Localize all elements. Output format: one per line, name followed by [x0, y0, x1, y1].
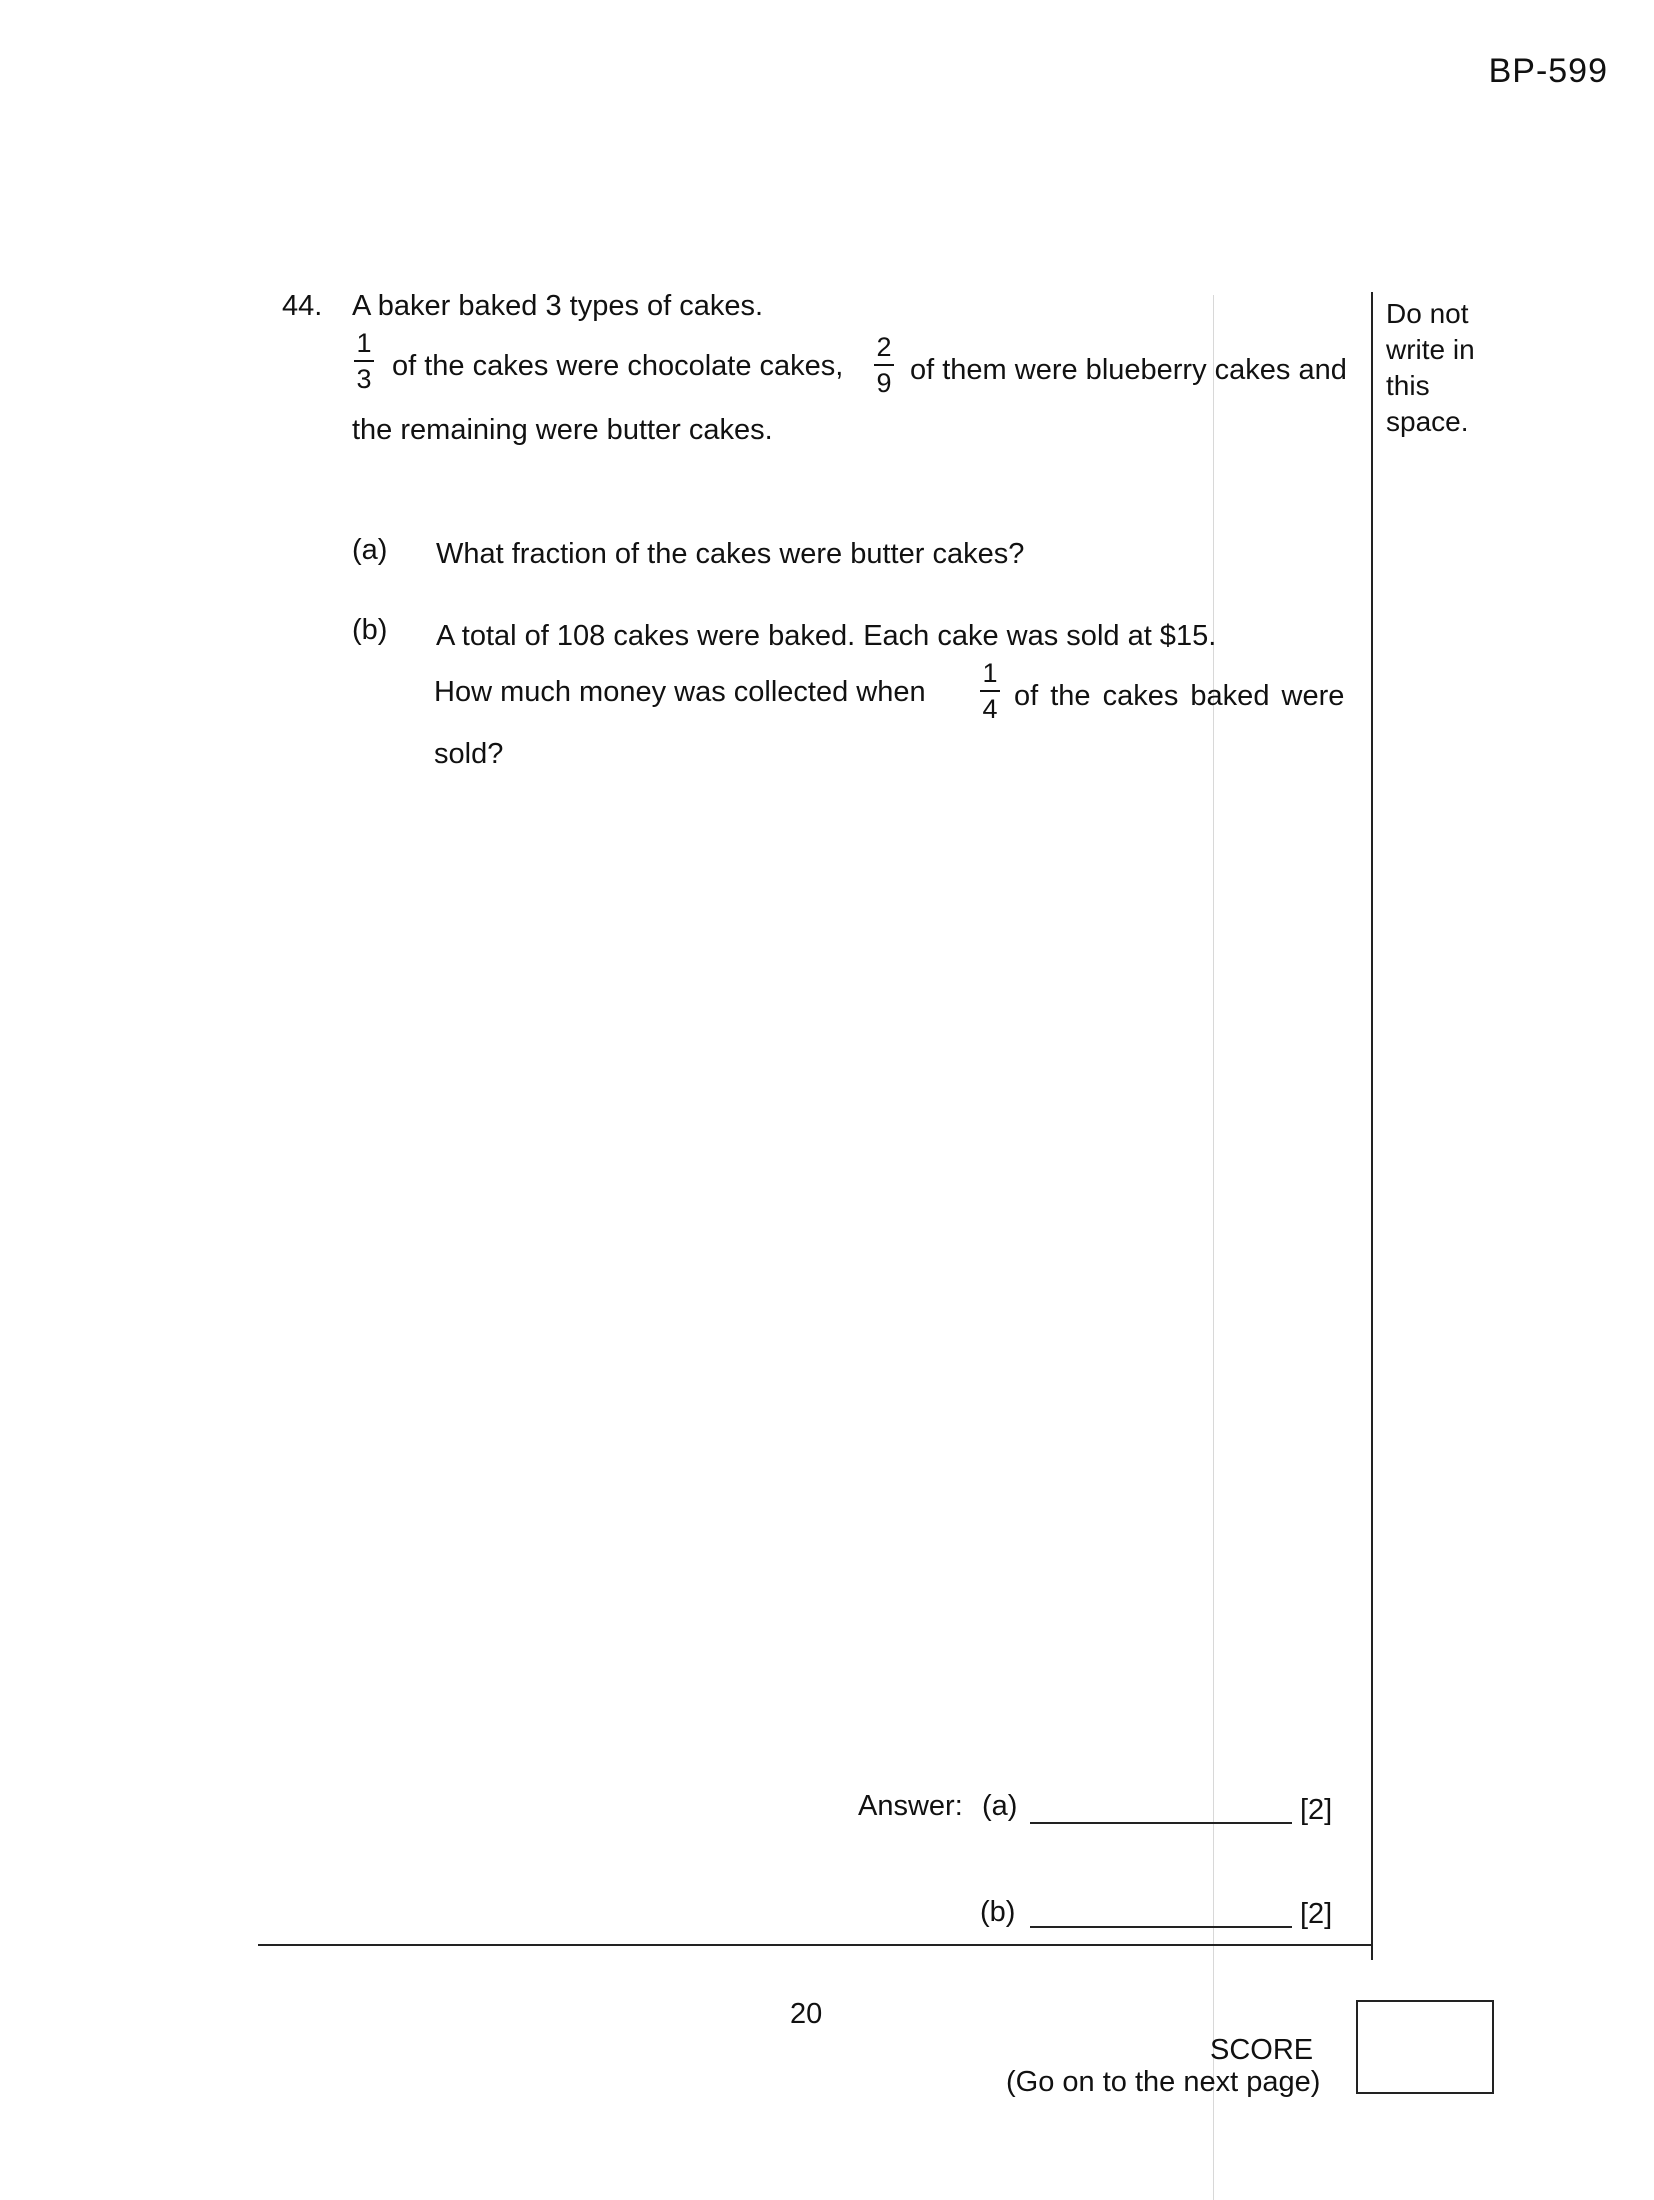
fraction-one-quarter: [980, 660, 1000, 723]
fraction-denominator: 9: [876, 368, 892, 398]
fraction-bar: [980, 690, 1000, 692]
answer-label: Answer:: [858, 1790, 963, 1822]
question-line2-part1: of the cakes were chocolate cakes,: [392, 350, 844, 382]
do-not-write-note: Do not write in this space.: [1386, 298, 1475, 437]
part-b-line2-part1: How much money was collected when: [434, 676, 926, 708]
fraction-bar: [874, 364, 894, 366]
scan-artifact-line: [1213, 295, 1214, 2200]
answer-a-line[interactable]: [1030, 1822, 1292, 1824]
question-line3: the remaining were butter cakes.: [352, 414, 773, 446]
part-b-line1: A total of 108 cakes were baked. Each cake was sold at $15.: [436, 620, 1217, 652]
question-intro: A baker baked 3 types of cakes.: [352, 290, 764, 322]
answer-a-marks: [2]: [1300, 1794, 1333, 1826]
next-page-note: (Go on to the next page): [1006, 2066, 1321, 2098]
score-box[interactable]: [1356, 2000, 1494, 2094]
answer-b-line[interactable]: [1030, 1926, 1292, 1928]
fraction-two-ninths: [874, 334, 894, 397]
fraction-bar: [354, 360, 374, 362]
document-code: BP-599: [1488, 52, 1608, 90]
part-a-text: What fraction of the cakes were butter cakes?: [436, 538, 1025, 570]
fraction-denominator: 3: [356, 364, 372, 394]
fraction-one-third: [354, 330, 374, 393]
answer-a-label: (a): [982, 1790, 1018, 1822]
question-number: 44.: [282, 290, 323, 322]
part-b-label: (b): [352, 614, 388, 646]
fraction-numerator: 2: [876, 332, 892, 362]
part-b-line2-part2: of the cakes baked were: [1014, 680, 1345, 712]
fraction-numerator: 1: [356, 328, 372, 358]
fraction-denominator: 4: [982, 694, 998, 724]
question-line2-part2: of them were blueberry cakes and: [910, 354, 1347, 386]
page-number: 20: [790, 1998, 823, 2030]
fraction-numerator: 1: [982, 658, 998, 688]
answer-b-label: (b): [980, 1896, 1016, 1928]
margin-divider: [1371, 292, 1373, 1960]
question-bottom-rule: [258, 1944, 1373, 1946]
part-b-line3: sold?: [434, 738, 504, 770]
part-a-label: (a): [352, 534, 388, 566]
answer-b-marks: [2]: [1300, 1898, 1333, 1930]
score-label: SCORE: [1210, 2034, 1314, 2066]
